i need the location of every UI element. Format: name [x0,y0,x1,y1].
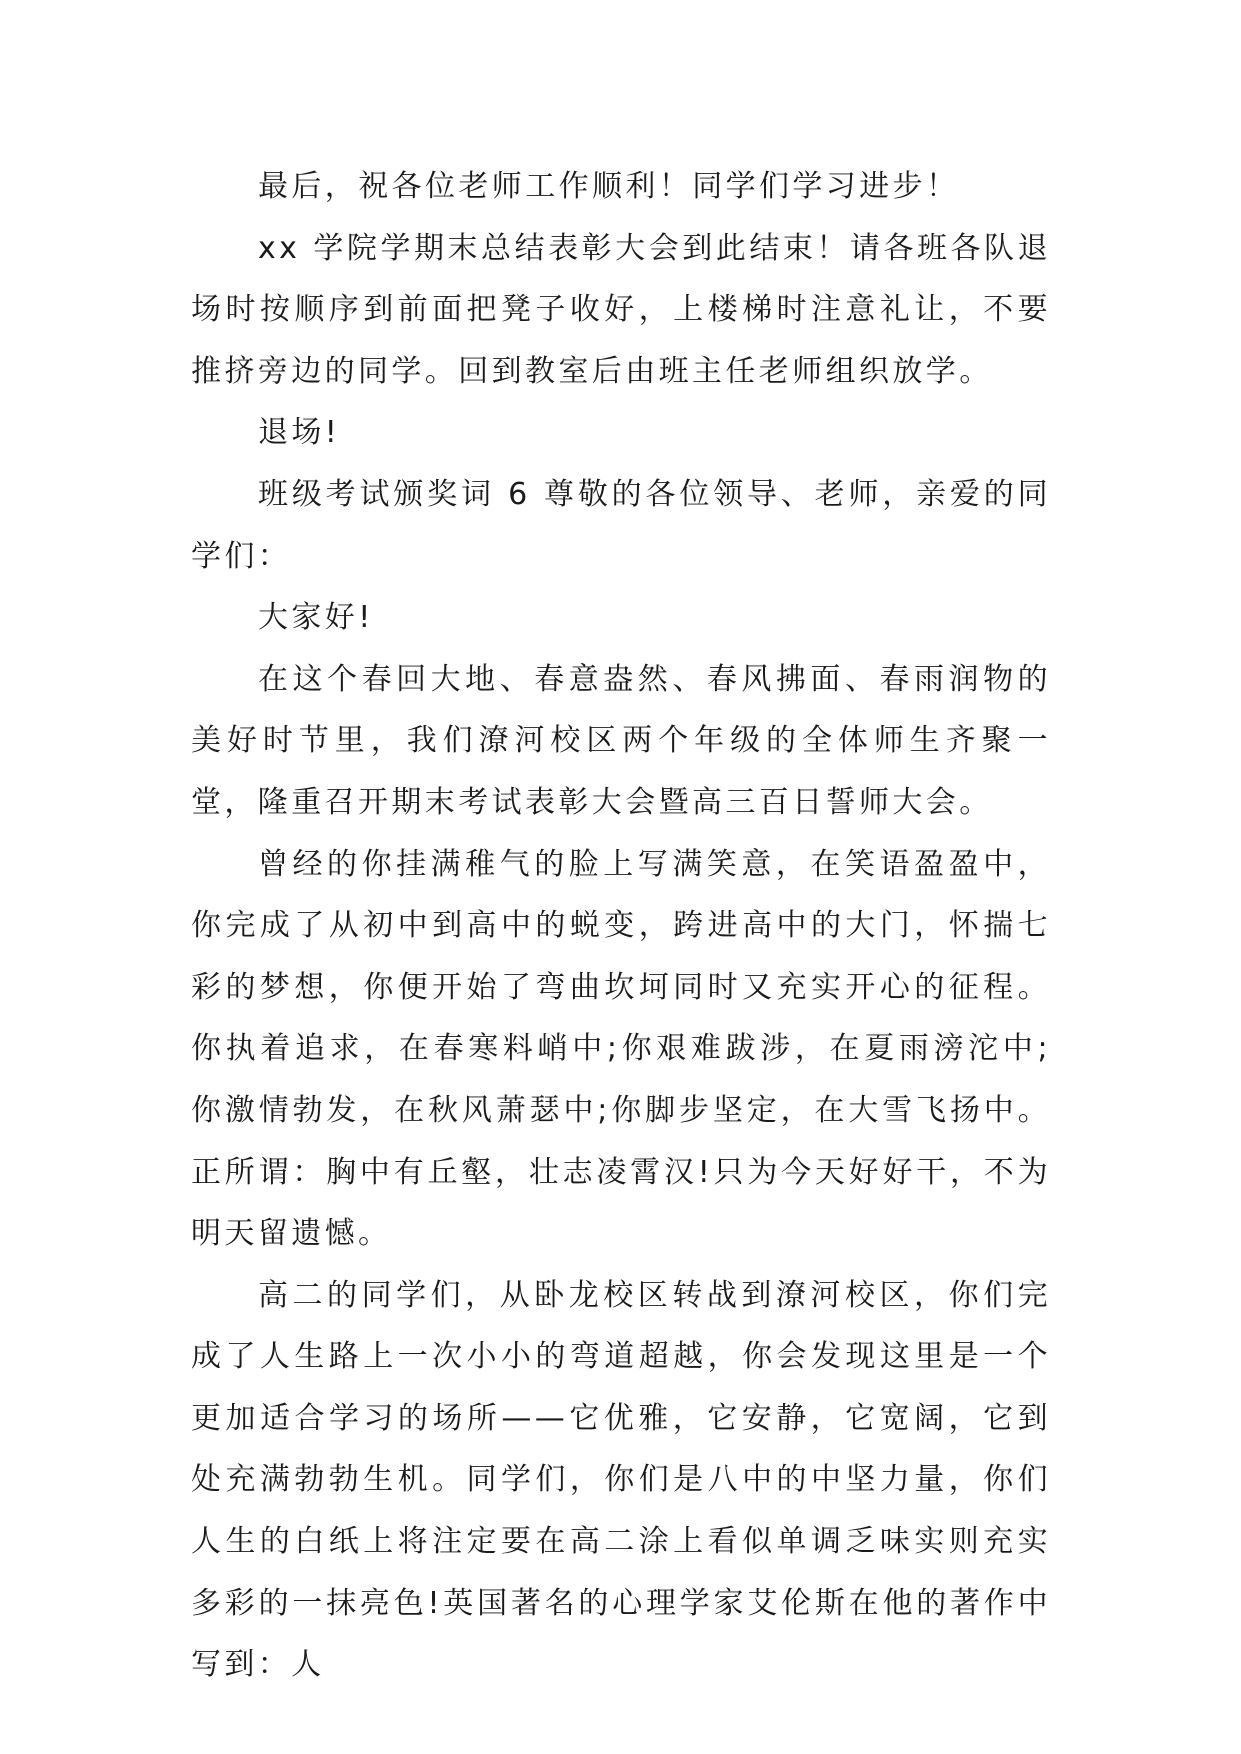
document-body [191,156,1051,1696]
exit-paragraph: 退场! [258,415,341,451]
grade-two-paragraph: 高二的同学们，从卧龙校区转战到潦河校区，你们完成了人生路上一次小小的弯道超越，你会发现这里是一个更加适合学习的场所——它优雅，它安静，它宽阔，它到处充满勃勃生机。同学们，你们是八中的中坚力量，你们人生的白纸上将注定要在高二涂上看似单调乏味实则充实多彩的一抹亮色!英国著名的心理学家艾伦斯在他的著作中写到：人 [191,1277,1051,1683]
spring-paragraph: 在这个春回大地、春意盎然、春风拂面、春雨润物的美好时节里，我们潦河校区两个年级的全体师生齐聚一堂，隆重召开期末考试表彰大会暨高三百日誓师大会。 [191,661,1051,820]
meeting-end-paragraph: xx 学院学期末总结表彰大会到此结束！请各班各队退场时按顺序到前面把凳子收好，上楼梯时注意礼让，不要推挤旁边的同学。回到教室后由班主任老师组织放学。 [191,230,1051,389]
closing-wish-paragraph: 最后，祝各位老师工作顺利！同学们学习进步！ [258,169,960,204]
speech-heading-paragraph: 班级考试颁奖词 6 尊敬的各位领导、老师，亲爱的同学们： [191,476,1051,574]
greeting-paragraph: 大家好! [258,600,374,636]
journey-paragraph: 曾经的你挂满稚气的脸上写满笑意，在笑语盈盈中，你完成了从初中到高中的蜕变，跨进高中的大门，怀揣七彩的梦想，你便开始了弯曲坎坷同时又充实开心的征程。你执着追求，在春寒料峭中;你艰难跋涉，在夏雨滂沱中;你激情勃发，在秋风萧瑟中;你脚步坚定，在大雪飞扬中。正所谓：胸中有丘壑，壮志凌霄汉!只为今天好好干，不为明天留遗憾。 [191,846,1051,1252]
